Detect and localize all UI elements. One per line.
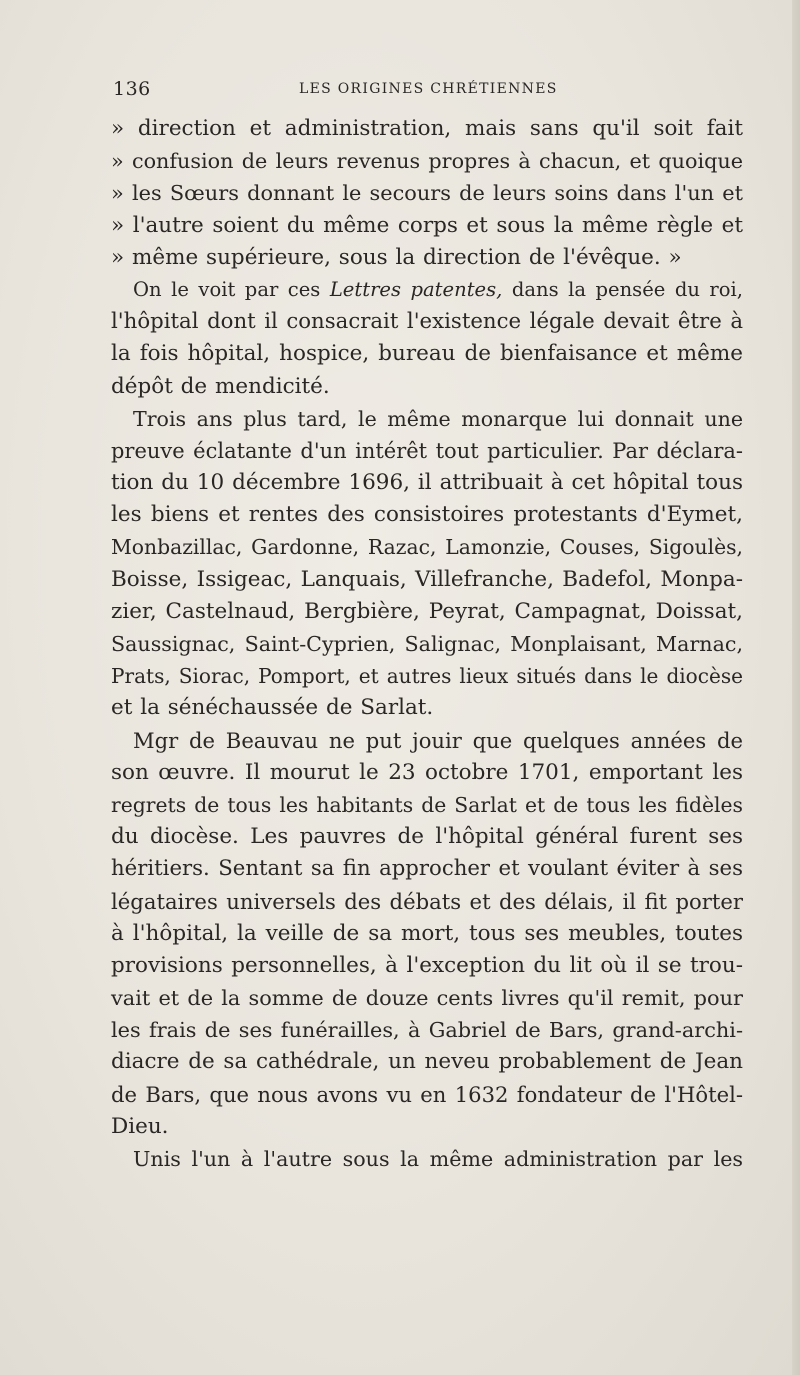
text-line: preuve éclatante d'un intérêt tout particulier. Par déclara-	[111, 438, 743, 463]
text-line: légataires universels des débats et des délais, il fit porter	[111, 888, 743, 914]
text-line: Unis l'un à l'autre sous la même administration par les	[133, 1147, 743, 1171]
text-line: » confusion de leurs revenus propres à chacun, et quoique	[111, 149, 743, 174]
text-run: dans la pensée du roi,	[502, 277, 743, 301]
body-text	[111, 113, 743, 1175]
text-line: diacre de sa cathédrale, un neveu probablement de Jean	[111, 1049, 743, 1075]
text-line: tion du 10 décembre 1696, il attribuait à cet hôpital tous	[111, 470, 743, 496]
text-line: vait et de la somme de douze cents livres qu'il remit, pour	[111, 986, 743, 1011]
text-line: Dieu.	[111, 1113, 169, 1139]
page-number: 136	[113, 78, 151, 100]
text-line: à l'hôpital, la veille de sa mort, tous ses meubles, toutes	[111, 920, 743, 946]
text-line: Prats, Siorac, Pomport, et autres lieux situés dans le diocèse	[111, 664, 743, 689]
text-line: la fois hôpital, hospice, bureau de bienfaisance et même	[111, 341, 743, 367]
text-line: provisions personnelles, à l'exception du lit où il se trou-	[111, 952, 743, 978]
page-edge	[792, 0, 800, 1375]
text-line: » même supérieure, sous la direction de l'évêque. »	[111, 244, 682, 270]
text-line: dépôt de mendicité.	[111, 373, 330, 399]
text-line: les frais de ses funérailles, à Gabriel de Bars, grand-archi-	[111, 1018, 743, 1043]
text-line: de Bars, que nous avons vu en 1632 fondateur de l'Hôtel-	[111, 1081, 743, 1107]
text-line-with-italic	[111, 274, 743, 306]
text-line: » l'autre soient du même corps et sous la même règle et	[111, 212, 743, 238]
text-line: » direction et administration, mais sans qu'il soit fait	[111, 116, 743, 141]
text-line: zier, Castelnaud, Bergbière, Peyrat, Campagnat, Doissat,	[111, 598, 743, 624]
text-line: » les Sœurs donnant le secours de leurs soins dans l'un et	[111, 181, 743, 206]
text-line: Monbazillac, Gardonne, Razac, Lamonzie, Couses, Sigoulès,	[111, 535, 743, 560]
running-title: LES ORIGINES CHRÉTIENNES	[299, 81, 558, 97]
text-line: son œuvre. Il mourut le 23 octobre 1701, emportant les	[111, 759, 743, 785]
text-line: Boisse, Issigeac, Lanquais, Villefranche, Badefol, Monpa-	[111, 566, 743, 592]
text-run: On le voit par ces	[133, 277, 330, 301]
text-line: héritiers. Sentant sa fin approcher et voulant éviter à ses	[111, 856, 743, 882]
text-line: Trois ans plus tard, le même monarque lui donnait une	[133, 406, 743, 431]
text-line: du diocèse. Les pauvres de l'hôpital général furent ses	[111, 824, 743, 850]
italic-title: Lettres patentes,	[329, 277, 503, 301]
page-header	[113, 78, 743, 102]
text-line: regrets de tous les habitants de Sarlat et de tous les fidèles	[111, 792, 743, 817]
text-line: Saussignac, Saint-Cyprien, Salignac, Monplaisant, Marnac,	[111, 632, 743, 656]
text-line: les biens et rentes des consistoires protestants d'Eymet,	[111, 502, 743, 528]
text-line: et la sénéchaussée de Sarlat.	[111, 695, 434, 721]
text-line: l'hôpital dont il consacrait l'existence légale devait être à	[111, 309, 743, 335]
text-line: Mgr de Beauvau ne put jouir que quelques années de	[133, 727, 743, 753]
